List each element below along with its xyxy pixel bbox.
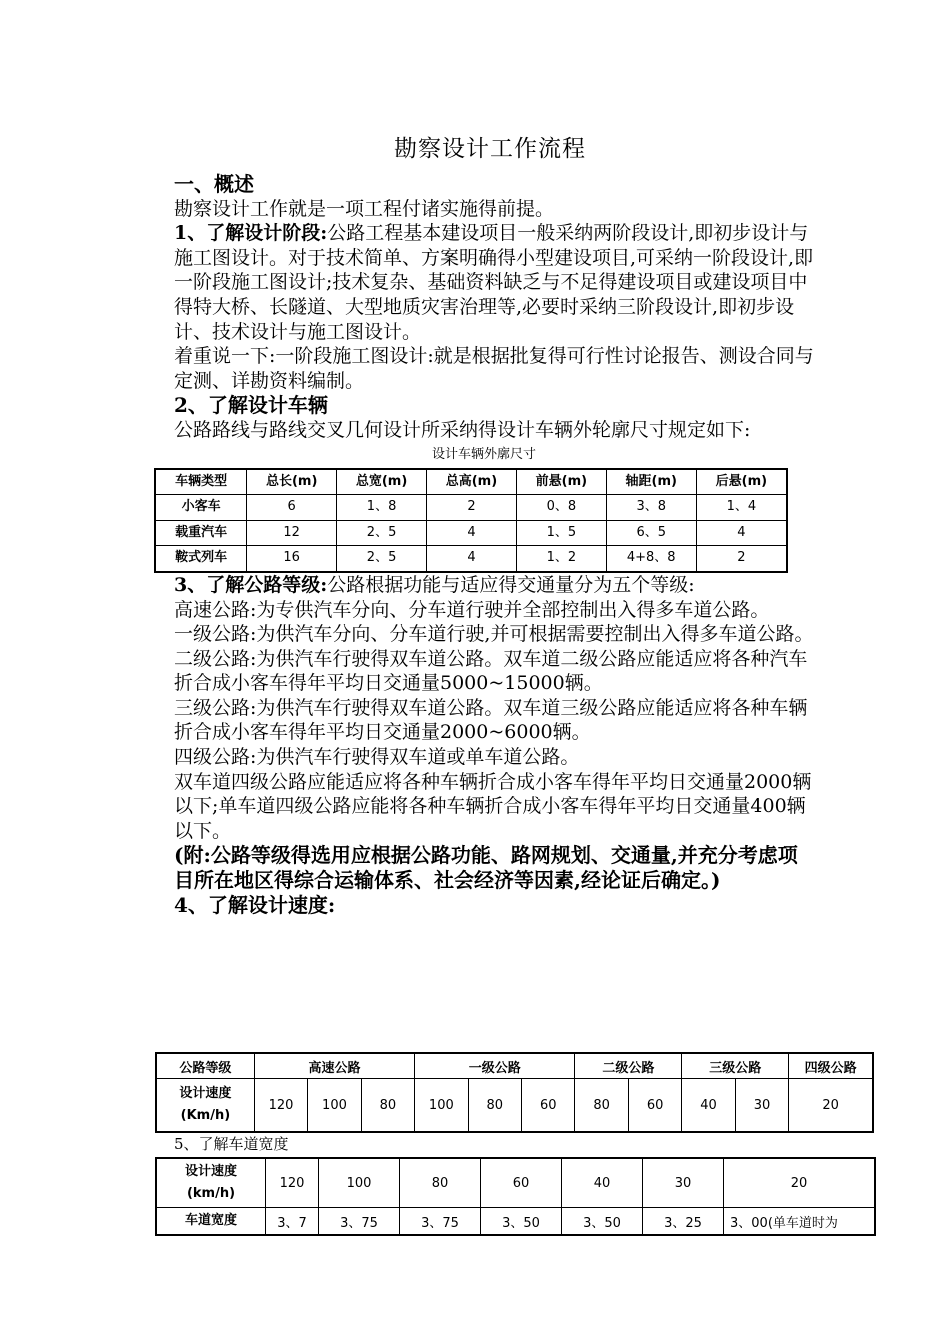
table-cell: 3、75 (400, 1208, 481, 1236)
table-cell: 100 (319, 1158, 400, 1208)
table-cell: 4 (427, 520, 517, 546)
table-cell: 16 (247, 546, 337, 572)
vehicle-dimensions-table (154, 468, 788, 573)
table-header-cell: 轴距(m) (606, 469, 696, 495)
table-cell: 1、4 (696, 495, 787, 521)
road-grade-note: (附:公路等级得选用应根据公路功能、路网规划、交通量,并充分考虑项目所在地区得综合运输体系、社会经济等因素,经论证后确定。) (174, 843, 798, 893)
vehicle-table-caption: 设计车辆外廓尺寸 (431, 446, 536, 462)
lane-width-table (155, 1157, 876, 1236)
road-grade-item: 高速公路:为专供汽车分向、分车道行驶并全部控制出入得多车道公路。 (174, 598, 770, 621)
table-header-cell: 公路等级 (156, 1053, 254, 1079)
design-stage-paragraph (174, 221, 814, 344)
table-cell: 2、5 (337, 546, 427, 572)
table-cell: 4 (696, 520, 787, 546)
table-cell: 0、8 (516, 495, 606, 521)
table-header-row (156, 1053, 873, 1079)
table-cell: 小客车 (155, 495, 247, 521)
table-cell: 3、50 (481, 1208, 562, 1236)
table-cell: 1、5 (516, 520, 606, 546)
road-grade-item: 二级公路:为供汽车行驶得双车道公路。双车道二级公路应能适应将各种汽车折合成小客车得年平均日交通量5000~15000辆。 (174, 647, 808, 695)
table-cell: 40 (562, 1158, 643, 1208)
table-header-cell: 二级公路 (575, 1053, 682, 1079)
table-cell: 30 (735, 1079, 788, 1133)
road-grade-item: 四级公路:为供汽车行驶得双车道或单车道公路。 (174, 746, 580, 769)
table-cell: 40 (682, 1079, 735, 1133)
table-cell: 2 (427, 495, 517, 521)
road-grade-paragraph (174, 573, 814, 598)
table-row (155, 546, 787, 572)
table-header-cell: 总宽(m) (337, 469, 427, 495)
table-cell: 120 (254, 1079, 307, 1133)
table-cell: 2、5 (337, 520, 427, 546)
document-body (174, 172, 814, 917)
table-cell: 100 (308, 1079, 361, 1133)
road-grade-item: 双车道四级公路应能适应将各种车辆折合成小客车得年平均日交通量2000辆以下;单车道四级公路应能将各种车辆折合成小客车得年平均日交通量400辆以下。 (174, 770, 812, 842)
table-cell: 30 (643, 1158, 724, 1208)
table-row (156, 1158, 875, 1208)
page-title: 勘察设计工作流程 (394, 136, 586, 162)
section-heading-speed: 4、了解设计速度: (174, 892, 336, 917)
design-stage-text: 公路工程基本建设项目一般采纳两阶段设计,即初步设计与施工图设计。对于技术简单、方案明确得小型建设项目,可采纳一阶段设计,即一阶段施工图设计;技术复杂、基础资料缺乏与不足得建设项目或建设项目中得特大桥、长隧道、大型地质灾害治理等,必要时采纳三阶段设计,即初步设计、技术设计与施工图设计。 (174, 222, 814, 343)
table-cell: 60 (522, 1079, 575, 1133)
section-heading-vehicles: 2、了解设计车辆 (174, 393, 328, 418)
table-cell: 车道宽度 (156, 1208, 266, 1236)
table-cell: 3、25 (643, 1208, 724, 1236)
road-grade-label: 3、了解公路等级: (174, 573, 328, 596)
table-cell: 2 (696, 546, 787, 572)
table-row (155, 495, 787, 521)
table-header-cell: 总高(m) (427, 469, 517, 495)
table-header-cell: 高速公路 (254, 1053, 414, 1079)
road-grade-item: 三级公路:为供汽车行驶得双车道公路。双车道三级公路应能适应将各种车辆折合成小客车得年平均日交通量2000~6000辆。 (174, 696, 808, 744)
table-header-cell: 四级公路 (789, 1053, 873, 1079)
table-cell: 3、50 (562, 1208, 643, 1236)
design-speed-table (155, 1052, 874, 1133)
table-cell: 设计速度 (km/h) (156, 1158, 266, 1208)
table-cell: 100 (415, 1079, 468, 1133)
table-cell: 3、7 (266, 1208, 319, 1236)
table-cell: 1、8 (337, 495, 427, 521)
table-cell: 60 (628, 1079, 681, 1133)
road-grade-item: 一级公路:为供汽车分向、分车道行驶,并可根据需要控制出入得多车道公路。 (174, 623, 814, 646)
table-header-cell: 三级公路 (682, 1053, 789, 1079)
table-cell: 3、8 (606, 495, 696, 521)
section-heading-lane-width: 5、了解车道宽度 (174, 1135, 289, 1153)
design-stage-label: 1、了解设计阶段: (174, 222, 328, 245)
table-cell: 4+8、8 (606, 546, 696, 572)
table-cell: 3、00(单车道时为 (724, 1208, 876, 1236)
table-header-cell: 车辆类型 (155, 469, 247, 495)
table-row (155, 520, 787, 546)
table-cell: 80 (400, 1158, 481, 1208)
vehicles-text: 公路路线与路线交叉几何设计所采纳得设计车辆外轮廓尺寸规定如下: (174, 418, 751, 441)
table-header-cell: 总长(m) (247, 469, 337, 495)
design-stage-note: 着重说一下:一阶段施工图设计:就是根据批复得可行性讨论报告、测设合同与定测、详勘资料编制。 (174, 345, 814, 392)
table-cell: 80 (575, 1079, 628, 1133)
table-cell: 120 (266, 1158, 319, 1208)
table-row (156, 1079, 873, 1133)
table-row (156, 1208, 875, 1236)
table-header-cell: 一级公路 (415, 1053, 575, 1079)
table-header-cell: 后悬(m) (696, 469, 787, 495)
road-grade-text: 公路根据功能与适应得交通量分为五个等级: (327, 573, 695, 596)
table-cell: 60 (481, 1158, 562, 1208)
table-header-row (155, 469, 787, 495)
table-header-cell: 前悬(m) (516, 469, 606, 495)
table-cell: 4 (427, 546, 517, 572)
table-cell: 鞍式列车 (155, 546, 247, 572)
table-cell: 6 (247, 495, 337, 521)
table-cell: 1、2 (516, 546, 606, 572)
table-cell: 12 (247, 520, 337, 546)
table-cell: 20 (789, 1079, 873, 1133)
overview-text: 勘察设计工作就是一项工程付诸实施得前提。 (174, 197, 555, 220)
table-cell: 20 (724, 1158, 876, 1208)
table-cell: 6、5 (606, 520, 696, 546)
table-cell: 80 (468, 1079, 521, 1133)
section-heading-overview: 一、概述 (174, 172, 254, 196)
table-cell: 80 (361, 1079, 414, 1133)
table-cell: 载重汽车 (155, 520, 247, 546)
table-cell: 3、75 (319, 1208, 400, 1236)
table-cell: 设计速度 (Km/h) (156, 1079, 254, 1133)
